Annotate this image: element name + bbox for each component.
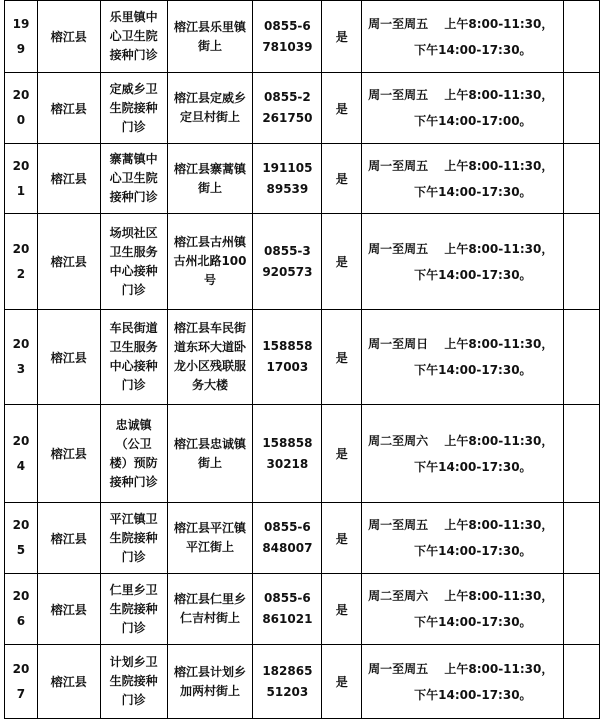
- flag-cell: 是: [322, 405, 362, 503]
- address-cell: [167, 310, 253, 405]
- address-cell: [167, 503, 253, 574]
- clinic-name-cell-line: 中心接种: [109, 263, 158, 278]
- row-number-line: 1: [16, 183, 26, 198]
- clinic-name-cell-line: 寨蒿镇中: [109, 152, 158, 166]
- empty-cell: [564, 405, 600, 503]
- row-number-line: 20: [12, 337, 30, 351]
- phone-cell: [253, 310, 322, 405]
- empty-cell: [564, 310, 600, 405]
- phone-cell: [253, 73, 322, 144]
- clinic-name-cell-line: 车民街道: [109, 321, 158, 335]
- clinic-name-cell-line: 心卫生院: [109, 171, 158, 185]
- address-cell: [167, 73, 253, 144]
- county-cell: 榕江县: [37, 645, 100, 719]
- hours-cell: [362, 503, 564, 574]
- clinic-name-cell-line: 门诊: [121, 378, 146, 392]
- clinic-name-cell-line: 门诊: [121, 282, 146, 297]
- table-row: [5, 574, 600, 645]
- hours-cell-line: 下午14:00-17:30。: [414, 687, 532, 702]
- address-cell: [167, 645, 253, 719]
- hours-cell-line: 周一至周五 上午8:00-11:30，: [368, 16, 554, 31]
- table-row: [5, 310, 600, 405]
- address-cell-line: 古州北路100: [173, 254, 247, 268]
- row-number-line: 19: [12, 16, 30, 31]
- hours-cell: [362, 1, 564, 73]
- address-cell-line: 榕江县寨蒿镇: [173, 161, 246, 176]
- clinic-name-cell-line: 中心接种: [109, 359, 158, 373]
- county-cell: 榕江县: [37, 574, 100, 645]
- phone-cell-line: 261750: [262, 111, 313, 125]
- table-row: [5, 405, 600, 503]
- row-number: [5, 503, 38, 574]
- row-number: [5, 144, 38, 214]
- county-cell: 榕江县: [37, 503, 100, 574]
- address-cell-line: 务大楼: [191, 378, 228, 392]
- phone-cell-line: 781039: [262, 39, 313, 54]
- empty-cell: [564, 144, 600, 214]
- address-cell-line: 街上: [197, 455, 222, 470]
- county-cell: 榕江县: [37, 73, 100, 144]
- address-cell: [167, 1, 253, 73]
- flag-cell: 是: [322, 503, 362, 574]
- clinic-name-cell-line: 门诊: [121, 119, 146, 134]
- county-cell: 榕江县: [37, 310, 100, 405]
- table-row: [5, 503, 600, 574]
- phone-cell-line: 158858: [262, 435, 313, 450]
- clinic-name-cell-line: 仁里乡卫: [109, 582, 158, 597]
- hours-cell-line: 周一至周五 上午8:00-11:30，: [368, 241, 554, 256]
- address-cell: [167, 405, 253, 503]
- row-number-line: 20: [12, 589, 30, 603]
- clinic-name-cell-line: 场坝社区: [109, 225, 158, 240]
- address-cell-line: 加两村街上: [179, 683, 240, 698]
- clinic-name-cell-line: 生院接种: [109, 530, 158, 545]
- county-cell: 榕江县: [37, 144, 100, 214]
- county-cell: 榕江县: [37, 214, 100, 310]
- table-row: [5, 214, 600, 310]
- clinic-name-cell-line: 接种门诊: [109, 48, 158, 62]
- phone-cell-line: 89539: [266, 181, 309, 196]
- clinic-name-cell-line: 门诊: [121, 620, 146, 635]
- clinic-name-cell-line: 楼）预防: [109, 455, 158, 470]
- address-cell-line: 街上: [197, 38, 222, 53]
- table-row: [5, 144, 600, 214]
- phone-cell-line: 0855-6: [264, 18, 311, 33]
- address-cell-line: 榕江县仁里乡: [173, 592, 246, 606]
- empty-cell: [564, 1, 600, 73]
- table-row: [5, 1, 600, 73]
- empty-cell: [564, 214, 600, 310]
- clinic-name-cell-line: 卫生服务: [109, 340, 158, 354]
- hours-cell-line: 下午14:00-17:30。: [414, 544, 532, 558]
- row-number-line: 20: [12, 158, 30, 173]
- phone-cell-line: 861021: [262, 612, 313, 626]
- hours-cell-line: 周一至周五 上午8:00-11:30，: [368, 661, 554, 676]
- hours-cell: [362, 574, 564, 645]
- phone-cell-line: 920573: [262, 264, 313, 279]
- hours-cell-line: 下午14:00-17:30。: [414, 42, 532, 57]
- county-cell: 榕江县: [37, 405, 100, 503]
- clinic-name-cell-line: 定威乡卫: [109, 81, 158, 96]
- row-number: [5, 214, 38, 310]
- address-cell-line: 榕江县定威乡: [173, 91, 246, 105]
- phone-cell: [253, 1, 322, 73]
- flag-cell: 是: [322, 574, 362, 645]
- clinic-name-cell: [100, 1, 167, 73]
- hours-cell-line: 下午14:00-17:00。: [414, 114, 532, 128]
- row-number-line: 2: [16, 266, 26, 281]
- clinic-name-cell: [100, 503, 167, 574]
- address-cell-line: 龙小区残联服: [173, 359, 246, 373]
- table-row: [5, 645, 600, 719]
- address-cell-line: 榕江县古州镇: [173, 235, 246, 249]
- clinic-name-cell-line: 门诊: [121, 693, 146, 707]
- hours-cell: [362, 310, 564, 405]
- phone-cell: [253, 503, 322, 574]
- hours-cell: [362, 645, 564, 719]
- hours-cell-line: 下午14:00-17:30。: [414, 459, 532, 474]
- hours-cell: [362, 73, 564, 144]
- row-number-line: 7: [16, 686, 26, 701]
- row-number: [5, 645, 38, 719]
- address-cell: [167, 144, 253, 214]
- hours-cell-line: 周一至周五 上午8:00-11:30，: [368, 88, 554, 102]
- address-cell-line: 道东环大道卧: [173, 340, 246, 354]
- phone-cell-line: 0855-6: [264, 520, 311, 534]
- phone-cell-line: 191105: [262, 160, 313, 175]
- flag-cell: 是: [322, 144, 362, 214]
- phone-cell: [253, 405, 322, 503]
- clinic-name-cell: [100, 405, 167, 503]
- vaccination-clinic-table: [4, 0, 600, 719]
- row-number-line: 20: [12, 88, 30, 102]
- phone-cell-line: 0855-2: [264, 90, 311, 104]
- clinic-name-cell: [100, 144, 167, 214]
- phone-cell-line: 182865: [262, 663, 313, 678]
- row-number: [5, 574, 38, 645]
- row-number-line: 5: [16, 543, 26, 557]
- address-cell-line: 榕江县乐里镇: [173, 19, 246, 34]
- clinic-name-cell-line: 生院接种: [109, 100, 158, 115]
- hours-cell-line: 下午14:00-17:30。: [414, 184, 532, 199]
- hours-cell-line: 周二至周六 上午8:00-11:30，: [368, 433, 554, 448]
- clinic-name-cell-line: 卫生服务: [109, 244, 158, 259]
- address-cell: [167, 214, 253, 310]
- empty-cell: [564, 574, 600, 645]
- row-number-line: 20: [12, 433, 30, 448]
- hours-cell-line: 下午14:00-17:30。: [414, 363, 532, 377]
- clinic-name-cell-line: 接种门诊: [109, 474, 158, 489]
- clinic-name-cell-line: 平江镇卫: [109, 511, 158, 526]
- address-cell-line: 榕江县平江镇: [173, 521, 246, 535]
- row-number: [5, 405, 38, 503]
- phone-cell-line: 848007: [262, 541, 313, 555]
- flag-cell: 是: [322, 1, 362, 73]
- flag-cell: 是: [322, 310, 362, 405]
- phone-cell-line: 0855-6: [264, 591, 311, 605]
- row-number-line: 20: [12, 241, 30, 256]
- clinic-name-cell-line: 心卫生院: [109, 29, 158, 43]
- table-row: [5, 73, 600, 144]
- address-cell-line: 号: [203, 273, 216, 287]
- phone-cell-line: 0855-3: [264, 243, 311, 258]
- address-cell-line: 定旦村街上: [179, 110, 240, 124]
- hours-cell: [362, 214, 564, 310]
- row-number-line: 9: [16, 41, 26, 56]
- phone-cell-line: 158858: [262, 339, 313, 353]
- address-cell: [167, 574, 253, 645]
- clinic-name-cell-line: （公卫: [115, 436, 152, 451]
- phone-cell: [253, 144, 322, 214]
- clinic-name-cell-line: 计划乡卫: [109, 655, 158, 669]
- row-number: [5, 1, 38, 73]
- clinic-name-cell: [100, 214, 167, 310]
- empty-cell: [564, 503, 600, 574]
- address-cell-line: 平江街上: [185, 540, 234, 554]
- flag-cell: 是: [322, 645, 362, 719]
- row-number-line: 3: [16, 362, 26, 376]
- row-number-line: 4: [16, 458, 26, 473]
- row-number-line: 20: [12, 661, 30, 676]
- clinic-name-cell-line: 接种门诊: [109, 190, 158, 204]
- hours-cell-line: 周一至周五 上午8:00-11:30，: [368, 518, 554, 532]
- clinic-name-cell: [100, 574, 167, 645]
- clinic-name-cell: [100, 73, 167, 144]
- flag-cell: 是: [322, 73, 362, 144]
- phone-cell: [253, 214, 322, 310]
- address-cell-line: 榕江县车民街: [173, 321, 246, 335]
- hours-cell-line: 周一至周日 上午8:00-11:30，: [368, 337, 554, 351]
- phone-cell: [253, 574, 322, 645]
- row-number-line: 0: [16, 113, 26, 127]
- phone-cell: [253, 645, 322, 719]
- clinic-name-cell-line: 忠诚镇: [115, 417, 152, 432]
- clinic-name-cell-line: 门诊: [121, 549, 146, 564]
- clinic-name-cell: [100, 310, 167, 405]
- empty-cell: [564, 645, 600, 719]
- hours-cell-line: 下午14:00-17:30。: [414, 615, 532, 629]
- hours-cell: [362, 405, 564, 503]
- hours-cell-line: 下午14:00-17:30。: [414, 267, 532, 282]
- flag-cell: 是: [322, 214, 362, 310]
- hours-cell: [362, 144, 564, 214]
- row-number: [5, 73, 38, 144]
- row-number-line: 20: [12, 518, 30, 532]
- address-cell-line: 榕江县计划乡: [173, 664, 246, 679]
- clinic-name-cell-line: 生院接种: [109, 601, 158, 616]
- address-cell-line: 街上: [197, 180, 222, 195]
- empty-cell: [564, 73, 600, 144]
- table-body: [5, 1, 600, 719]
- hours-cell-line: 周一至周五 上午8:00-11:30，: [368, 158, 554, 173]
- row-number-line: 6: [16, 614, 26, 628]
- phone-cell-line: 30218: [266, 456, 309, 471]
- address-cell-line: 榕江县忠诚镇: [173, 436, 246, 451]
- phone-cell-line: 17003: [266, 360, 309, 374]
- row-number: [5, 310, 38, 405]
- address-cell-line: 仁吉村街上: [179, 611, 240, 625]
- hours-cell-line: 周二至周六 上午8:00-11:30，: [368, 589, 554, 603]
- county-cell: 榕江县: [37, 1, 100, 73]
- clinic-name-cell: [100, 645, 167, 719]
- clinic-name-cell-line: 乐里镇中: [109, 10, 158, 24]
- phone-cell-line: 51203: [266, 684, 309, 699]
- clinic-name-cell-line: 生院接种: [109, 674, 158, 688]
